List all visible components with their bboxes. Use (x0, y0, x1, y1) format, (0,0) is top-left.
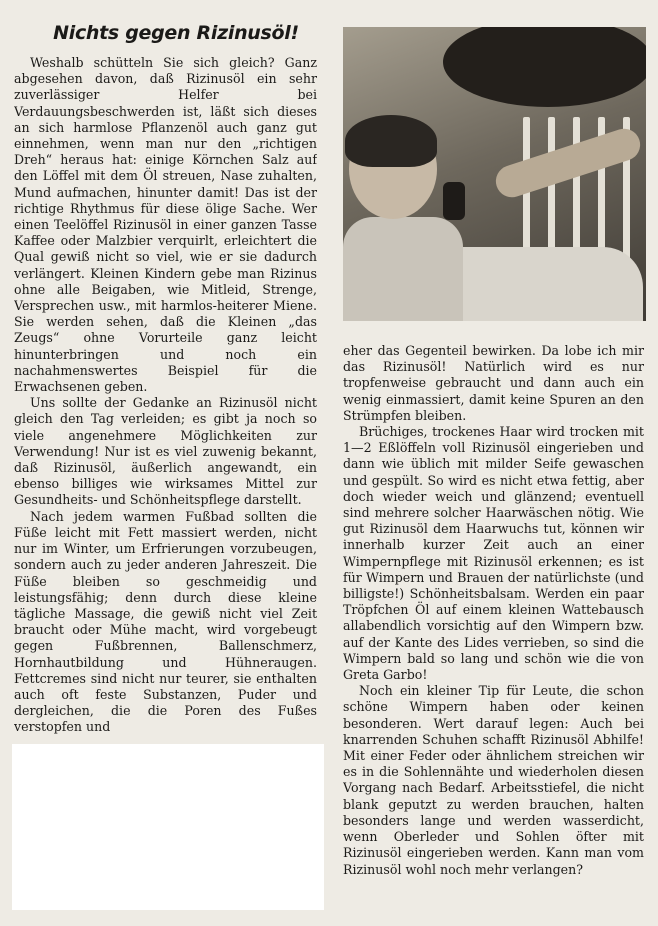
left-text-column (14, 55, 317, 743)
paragraph: Uns sollte der Gedanke an Rizinusöl nicht gleich den Tag verleiden; es gibt ja noch so viele angenehmere Möglichkeiten zur Verwendung! Nur ist es viel zuwenig bekannt, daß Rizinusöl, äußerlich angewandt, ein ebenso billiges wie wirksames Mittel zur Gesundheits- und Schönheitspflege darstellt. (14, 395, 317, 508)
paragraph: Nach jedem warmen Fußbad sollten die Füße leicht mit Fett massiert werden, nicht nur im Winter, um Erfrierungen vorzubeugen, sondern auch zu jeder anderen Jahreszeit. Die Füße bleiben so geschmeidig und leistungsfähig; denn durch diese kleine tägliche Massage, die gewiß nicht viel Zeit braucht oder Mühe macht, wird vorgebeugt gegen Fußbrennen, Ballenschmerz, Hornhautbildung und Hühneraugen. Fettcremes sind nicht nur teurer, sie enthalten auch oft feste Substanzen, Puder und dergleichen, die die Poren des Fußes verstopfen und (14, 508, 317, 735)
article-photo (343, 27, 646, 321)
paragraph: eher das Gegenteil bewirken. Da lobe ich mir das Rizinusöl! Natürlich wird es nur tropfenweise gebraucht und dann auch ein wenig einmassiert, damit keine Spuren an den Strümpfen bleiben. (343, 343, 644, 423)
right-text-column (343, 343, 644, 915)
paragraph: Weshalb schütteln Sie sich gleich? Ganz abgesehen davon, daß Rizinusöl ein sehr zuverlässiger Helfer bei Verdauungsbeschwerden ist, läßt sich dieses an sich harmlose Pflanzenöl auch ganz gut einnehmen, wenn man nur den „richtigen Dreh“ heraus hat: einige Körnchen Salz auf den Löffel mit dem Öl streuen, Nase zuhalten, Mund aufmachen, hinunter damit! Das ist der richtige Rhythmus für diese ölige Sache. Wer einen Teelöffel Rizinusöl in einer ganzen Tasse Kaffee oder Malzbier verquirlt, erleichtert die Qual gewiß nicht so viel, wie er sie dadurch verlängert. Kleinen Kindern gebe man Rizinus ohne alle Beigaben, wie Mitleid, Strenge, Versprechen usw., mit harmlos-heiterer Miene. Sie werden sehen, daß die Kleinen „das Zeugs“ ohne Vorurteile ganz leicht hinunterbringen und noch ein nachahmenswertes Beispiel für die Erwachsenen geben. (14, 55, 317, 395)
article-title: Nichts gegen Rizinusöl! (53, 22, 299, 44)
paragraph: Noch ein kleiner Tip für Leute, die schon schöne Wimpern haben oder keinen besonderen. Wert darauf legen: Auch bei knarrenden Schuhen schafft Rizinusöl Abhilfe! Mit einer Feder oder ähnlichem streichen wir es in die Sohlennähte und wiederholen diesen Vorgang nach Bedarf. Arbeitsstiefel, die nicht blank geputzt zu werden brauchen, halten besonders lange und werden wasserdicht, wenn Oberleder und Sohlen öfter mit Rizinusöl eingerieben werden. Kann man vom Rizinusöl wohl noch mehr verlangen? (343, 683, 644, 877)
paragraph: Brüchiges, trockenes Haar wird trocken mit 1—2 Eßlöffeln voll Rizinusöl eingerieben und dann wie üblich mit milder Seife gewaschen und gespült. So wird es nicht etwa fettig, aber doch wieder weich und glänzend; eventuell sind mehrere solcher Haarwäschen nötig. Wie gut Rizinusöl dem Haarwuchs tut, können wir innerhalb kurzer Zeit auch an einer Wimpernpflege mit Rizinusöl erkennen; es ist für Wimpern und Brauen der natürlichste (und billigste!) Schönheitsbalsam. Werden ein paar Tröpfchen Öl auf einem kleinen Wattebausch allabendlich vorsichtig auf den Wimpern bzw. auf der Kante des Lides verrieben, so sind die Wimpern bald so lang und schön wie die von Greta Garbo! (343, 424, 644, 683)
redaction-box (12, 744, 324, 910)
